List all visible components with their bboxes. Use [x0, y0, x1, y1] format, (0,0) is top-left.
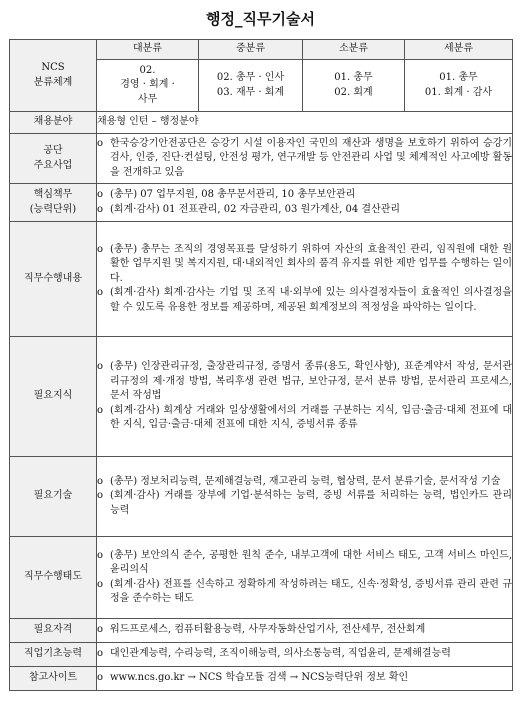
performance-content	[97, 222, 513, 337]
ncs-major-line-2: 경영 · 회계 ·	[120, 79, 175, 91]
attitude-item-2: (회계·감사) 전표를 신속하고 정확하게 작성하려는 태도, 신속·정확성, 증빙서류 관리 관련 규정을 준수하는 태도	[110, 578, 512, 604]
bullet-icon: o	[97, 137, 104, 149]
bullet-icon: o	[97, 287, 104, 299]
bullet-icon: o	[97, 549, 104, 561]
bullet-icon: o	[97, 203, 104, 215]
business-label-line-1: 공단	[43, 145, 63, 156]
knowledge-content	[97, 337, 513, 457]
header-middle: 중분류	[199, 40, 303, 60]
performance-label: 직무수행내용	[10, 222, 97, 337]
knowledge-item-1: (총무) 인장관리규정, 출장관리규정, 증명서 종류(용도, 확인사항), 표준계약서 작성, 문서관리규정의 제·개정 방법, 복리후생 관련 법규, 보안규정, 문서 분류 방법, 문서관리 프로세스, 문서 작성법	[110, 361, 512, 402]
field-value: 채용형 인턴 – 행정분야	[97, 112, 513, 134]
skills-item-2: (회계·감사) 거래를 장부에 기업·분석하는 능력, 증빙 서류를 처리하는 능력, 법인카드 관리 능력	[110, 490, 512, 516]
reference-link-text[interactable]: www.ncs.go.kr → NCS 학습모듈 검색 → NCS능력단위 정보 확인	[110, 672, 409, 684]
ncs-middle-line-1: 02. 총무 · 인사	[216, 72, 285, 83]
bullet-icon: o	[97, 578, 104, 590]
bullet-icon: o	[97, 243, 104, 255]
basic-ability-content	[97, 643, 513, 667]
header-minor: 소분류	[303, 40, 405, 60]
duties-content	[97, 184, 513, 222]
bullet-icon: o	[97, 361, 104, 373]
bullet-icon: o	[97, 648, 104, 660]
qualification-text: 워드프로세스, 컴퓨터활용능력, 사무자동화산업기사, 전산세무, 전산회계	[110, 624, 426, 636]
reference-label: 참고사이트	[10, 667, 97, 691]
bullet-icon: o	[97, 672, 104, 684]
ncs-major-line-3: 사무	[137, 93, 158, 105]
duties-label-line-2: (능력단위)	[29, 203, 77, 215]
ncs-label-line-1: NCS	[41, 62, 65, 73]
business-label	[10, 134, 97, 184]
qualification-content	[97, 619, 513, 643]
reference-content	[97, 667, 513, 691]
skills-label: 필요기술	[10, 457, 97, 537]
bullet-icon: o	[97, 189, 104, 200]
bullet-icon: o	[97, 624, 104, 636]
ncs-label-line-2: 분류체계	[33, 76, 73, 88]
field-label: 채용분야	[10, 112, 97, 134]
ncs-minor-line-1: 01. 총무	[334, 72, 373, 83]
ncs-minor-line-2: 02. 회계	[334, 86, 373, 98]
skills-item-1: (총무) 정보처리능력, 문제해결능력, 재고관리 능력, 협상력, 문서 분류기술, 문서작성 기술	[110, 475, 501, 487]
ncs-major-line-1: 02.	[139, 64, 156, 76]
duties-item-2: (회계·감사) 01 전표관리, 02 자금관리, 03 원가계산, 04 결산관리	[110, 203, 401, 215]
ncs-middle-cell	[199, 60, 303, 112]
duties-label	[10, 184, 97, 222]
header-major: 대분류	[97, 40, 199, 60]
knowledge-item-2: (회계·감사) 회계상 거래와 일상생활에서의 거래를 구분하는 지식, 입금·출금·대체 전표에 대한 지식, 입금·출금·대체 전표에 대한 지식, 증빙서류 종류	[110, 404, 512, 431]
business-label-line-2: 주요사업	[33, 159, 73, 171]
performance-item-2: (회계·감사) 회계·감사는 기업 및 조직 내·외부에 있는 의사결정자들이 효율적인 의사결정을 할 수 있도록 유용한 정보를 제공하며, 제공된 회계정보의 적정성을 파악하는 일이다.	[110, 287, 512, 313]
bullet-icon: o	[97, 490, 104, 502]
duties-label-line-1: 핵심책무	[33, 189, 73, 200]
attitude-label: 직무수행태도	[10, 537, 97, 619]
business-content	[97, 134, 513, 184]
performance-item-1: (총무) 총무는 조직의 경영목표를 달성하기 위하여 자산의 효율적인 관리, 임직원에 대한 원활한 업무지원 및 복지지원, 대·내외적인 회사의 품격 유지를 위한 제반 업무를 수행하는 일이다.	[110, 243, 512, 284]
ncs-label	[10, 40, 97, 112]
basic-ability-text: 대인관계능력, 수리능력, 조직이해능력, 의사소통능력, 직업윤리, 문제해결능력	[110, 648, 451, 660]
bullet-icon: o	[97, 475, 104, 487]
ncs-minor-cell	[303, 60, 405, 112]
knowledge-label: 필요지식	[10, 337, 97, 457]
ncs-major-cell	[97, 60, 199, 112]
attitude-item-1: (총무) 보안의식 준수, 공평한 원칙 준수, 내부고객에 대한 서비스 태도, 고객 서비스 마인드, 윤리의식	[110, 549, 512, 575]
basic-ability-label: 직업기초능력	[10, 643, 97, 667]
ncs-detail-cell	[405, 60, 513, 112]
ncs-middle-line-2: 03. 재무 · 회계	[216, 86, 285, 98]
qualification-label: 필요자격	[10, 619, 97, 643]
skills-content	[97, 457, 513, 537]
ncs-detail-line-1: 01. 총무	[439, 72, 478, 83]
job-description-table	[9, 39, 513, 691]
bullet-icon: o	[97, 404, 104, 416]
attitude-content	[97, 537, 513, 619]
document-title: 행정_직무기술서	[206, 10, 315, 28]
business-text: 한국승강기안전공단은 승강기 시설 이용자인 국민의 재산과 생명을 보호하기 위하여 승강기 검사, 인증, 진단·컨설팅, 안전성 평가, 연구개발 등 안전관리 사업 및 체계적인 사고예방 활동을 전개하고 있음	[110, 137, 512, 178]
duties-item-1: (총무) 07 업무지원, 08 총무문서관리, 10 총무보안관리	[110, 189, 356, 200]
ncs-detail-line-2: 01. 회계 · 감사	[424, 86, 493, 98]
header-detail: 세분류	[405, 40, 513, 60]
